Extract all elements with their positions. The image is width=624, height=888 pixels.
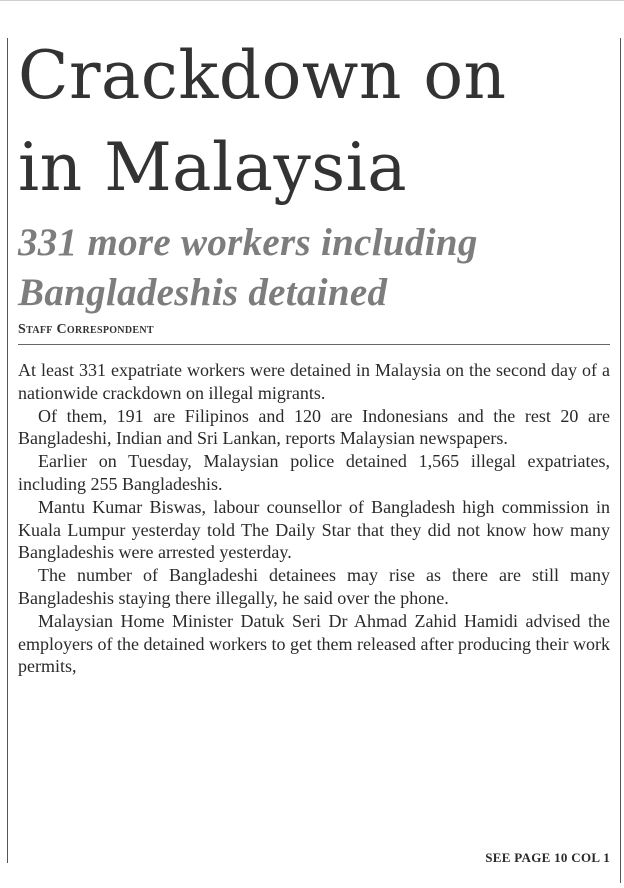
subheadline-line-1: 331 more workers including <box>18 221 478 264</box>
byline: Staff Correspondent <box>18 322 610 345</box>
paragraph: Of them, 191 are Filipinos and 120 are Indonesians and the rest 20 are Bangladeshi, Indian and Sri Lankan, reports Malaysian newspapers. <box>18 405 610 449</box>
continuation-note: SEE PAGE 10 COL 1 <box>485 850 610 865</box>
paragraph: Earlier on Tuesday, Malaysian police detained 1,565 illegal expatriates, including 255 Bangladeshis. <box>18 451 610 494</box>
headline-line-2: in Malaysia <box>18 129 408 206</box>
top-border-line <box>0 0 624 1</box>
article-body <box>18 359 610 678</box>
paragraph: Mantu Kumar Biswas, labour counsellor of Bangladesh high commission in Kuala Lumpur yesterday told The Daily Star that they did not know how many Bangladeshis were arrested yesterday. <box>18 496 610 563</box>
subheadline <box>18 218 610 318</box>
right-column-rule <box>620 38 621 883</box>
paragraph: At least 331 expatriate workers were detained in Malaysia on the second day of a nationwide crackdown on illegal migrants. <box>18 360 610 403</box>
subheadline-line-2: Bangladeshis detained <box>18 271 388 314</box>
paragraph: Malaysian Home Minister Datuk Seri Dr Ahmad Zahid Hamidi advised the employers of the detained workers to get them released after producing their work permits, <box>18 610 610 677</box>
left-column-rule <box>7 38 8 863</box>
news-article <box>18 30 610 678</box>
paragraph: The number of Bangladeshi detainees may rise as there are still many Bangladeshis staying there illegally, he said over the phone. <box>18 565 610 608</box>
headline-line-1: Crackdown on <box>18 37 507 114</box>
headline <box>18 30 610 214</box>
